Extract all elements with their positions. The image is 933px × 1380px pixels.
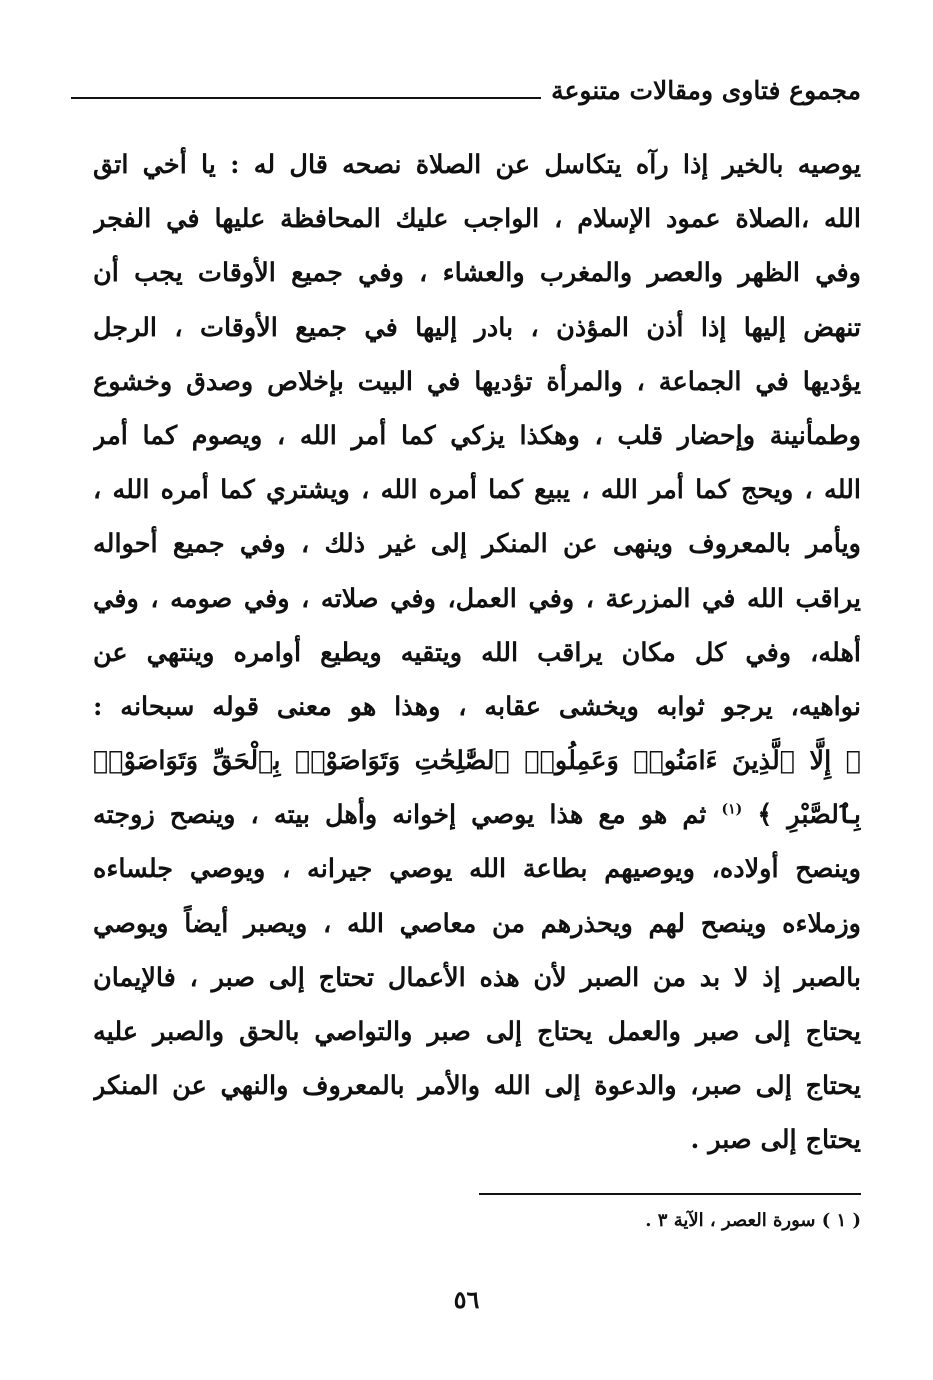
text-line: وينصح أولاده، ويوصيهم بطاعة الله يوصي جيرانه ، ويوصي جلساءه	[93, 854, 861, 885]
text-line: وزملاءه وينصح لهم ويحذرهم من معاصي الله ، ويصبر أيضاً ويوصي	[93, 908, 861, 939]
text-line: نواهيه، يرجو ثوابه ويخشى عقابه ، وهذا هو معنى قوله سبحانه :	[93, 691, 861, 722]
quran-verse-line	[93, 734, 861, 788]
body-text	[93, 138, 861, 1168]
text-line-last: يحتاج إلى صبر .	[690, 1125, 861, 1156]
verse-continuation: ثم هو مع هذا يوصي إخوانه وأهل بيته ، وينصح زوجته	[93, 800, 707, 831]
text-line: أهله، وفي كل مكان يراقب الله ويتقيه ويطيع أوامره وينتهي عن	[93, 637, 861, 668]
text-line: يراقب الله في المزرعة ، وفي العمل، وفي صلاته ، وفي صومه ، وفي	[93, 583, 861, 614]
text-line: الله ،الصلاة عمود الإسلام ، الواجب عليك المحافظة عليها في الفجر	[93, 204, 861, 235]
footnote-reference: (١)	[721, 801, 743, 818]
text-line: تنهض إليها إذا أذن المؤذن ، بادر إليها في جميع الأوقات ، الرجل	[93, 312, 861, 343]
running-header	[71, 70, 861, 110]
header-rule	[71, 97, 541, 99]
text-line: وفي الظهر والعصر والمغرب والعشاء ، وفي جميع الأوقات يجب أن	[93, 258, 861, 289]
text-line: ويأمر بالمعروف وينهى عن المنكر إلى غير ذلك ، وفي جميع أحواله	[93, 529, 861, 560]
text-line: الله ، ويحج كما أمر الله ، يبيع كما أمره الله ، ويشتري كما أمره الله ،	[93, 475, 861, 506]
text-line	[93, 788, 861, 842]
text-line: بالصبر إذ لا بد من الصبر لأن هذه الأعمال تحتاج إلى صبر ، فالإيمان	[93, 962, 861, 993]
quran-verse-end: بِٱلصَّبْرِ ﴾	[757, 800, 861, 831]
footnote: ( ١ ) سورة العصر ، الآية ٣ .	[645, 1210, 861, 1231]
page-number: ٥٦	[453, 1285, 480, 1314]
text-line: يوصيه بالخير إذا رآه يتكاسل عن الصلاة نصحه قال له : يا أخي اتق	[93, 150, 861, 180]
running-title: مجموع فتاوى ومقالات متنوعة	[551, 75, 861, 105]
text-line: يحتاج إلى صبر، والدعوة إلى الله والأمر بالمعروف والنهي عن المنكر	[93, 1071, 861, 1102]
quran-verse: ﴿ إِلَّا ٱلَّذِينَ ءَامَنُوا۟ وَعَمِلُوا۟ ٱلصَّٰلِحَٰتِ وَتَوَاصَوْا۟ بِٱلْحَقِّ وَتَوَاصَوْا۟	[93, 746, 861, 777]
text-line: يؤديها في الجماعة ، والمرأة تؤديها في البيت بإخلاص وصدق وخشوع	[93, 366, 861, 397]
text-line: وطمأنينة وإحضار قلب ، وهكذا يزكي كما أمر الله ، ويصوم كما أمر	[93, 420, 861, 451]
footnote-rule	[479, 1193, 861, 1195]
text-line: يحتاج إلى صبر والعمل يحتاج إلى صبر والتواصي بالحق والصبر عليه	[93, 1017, 861, 1047]
